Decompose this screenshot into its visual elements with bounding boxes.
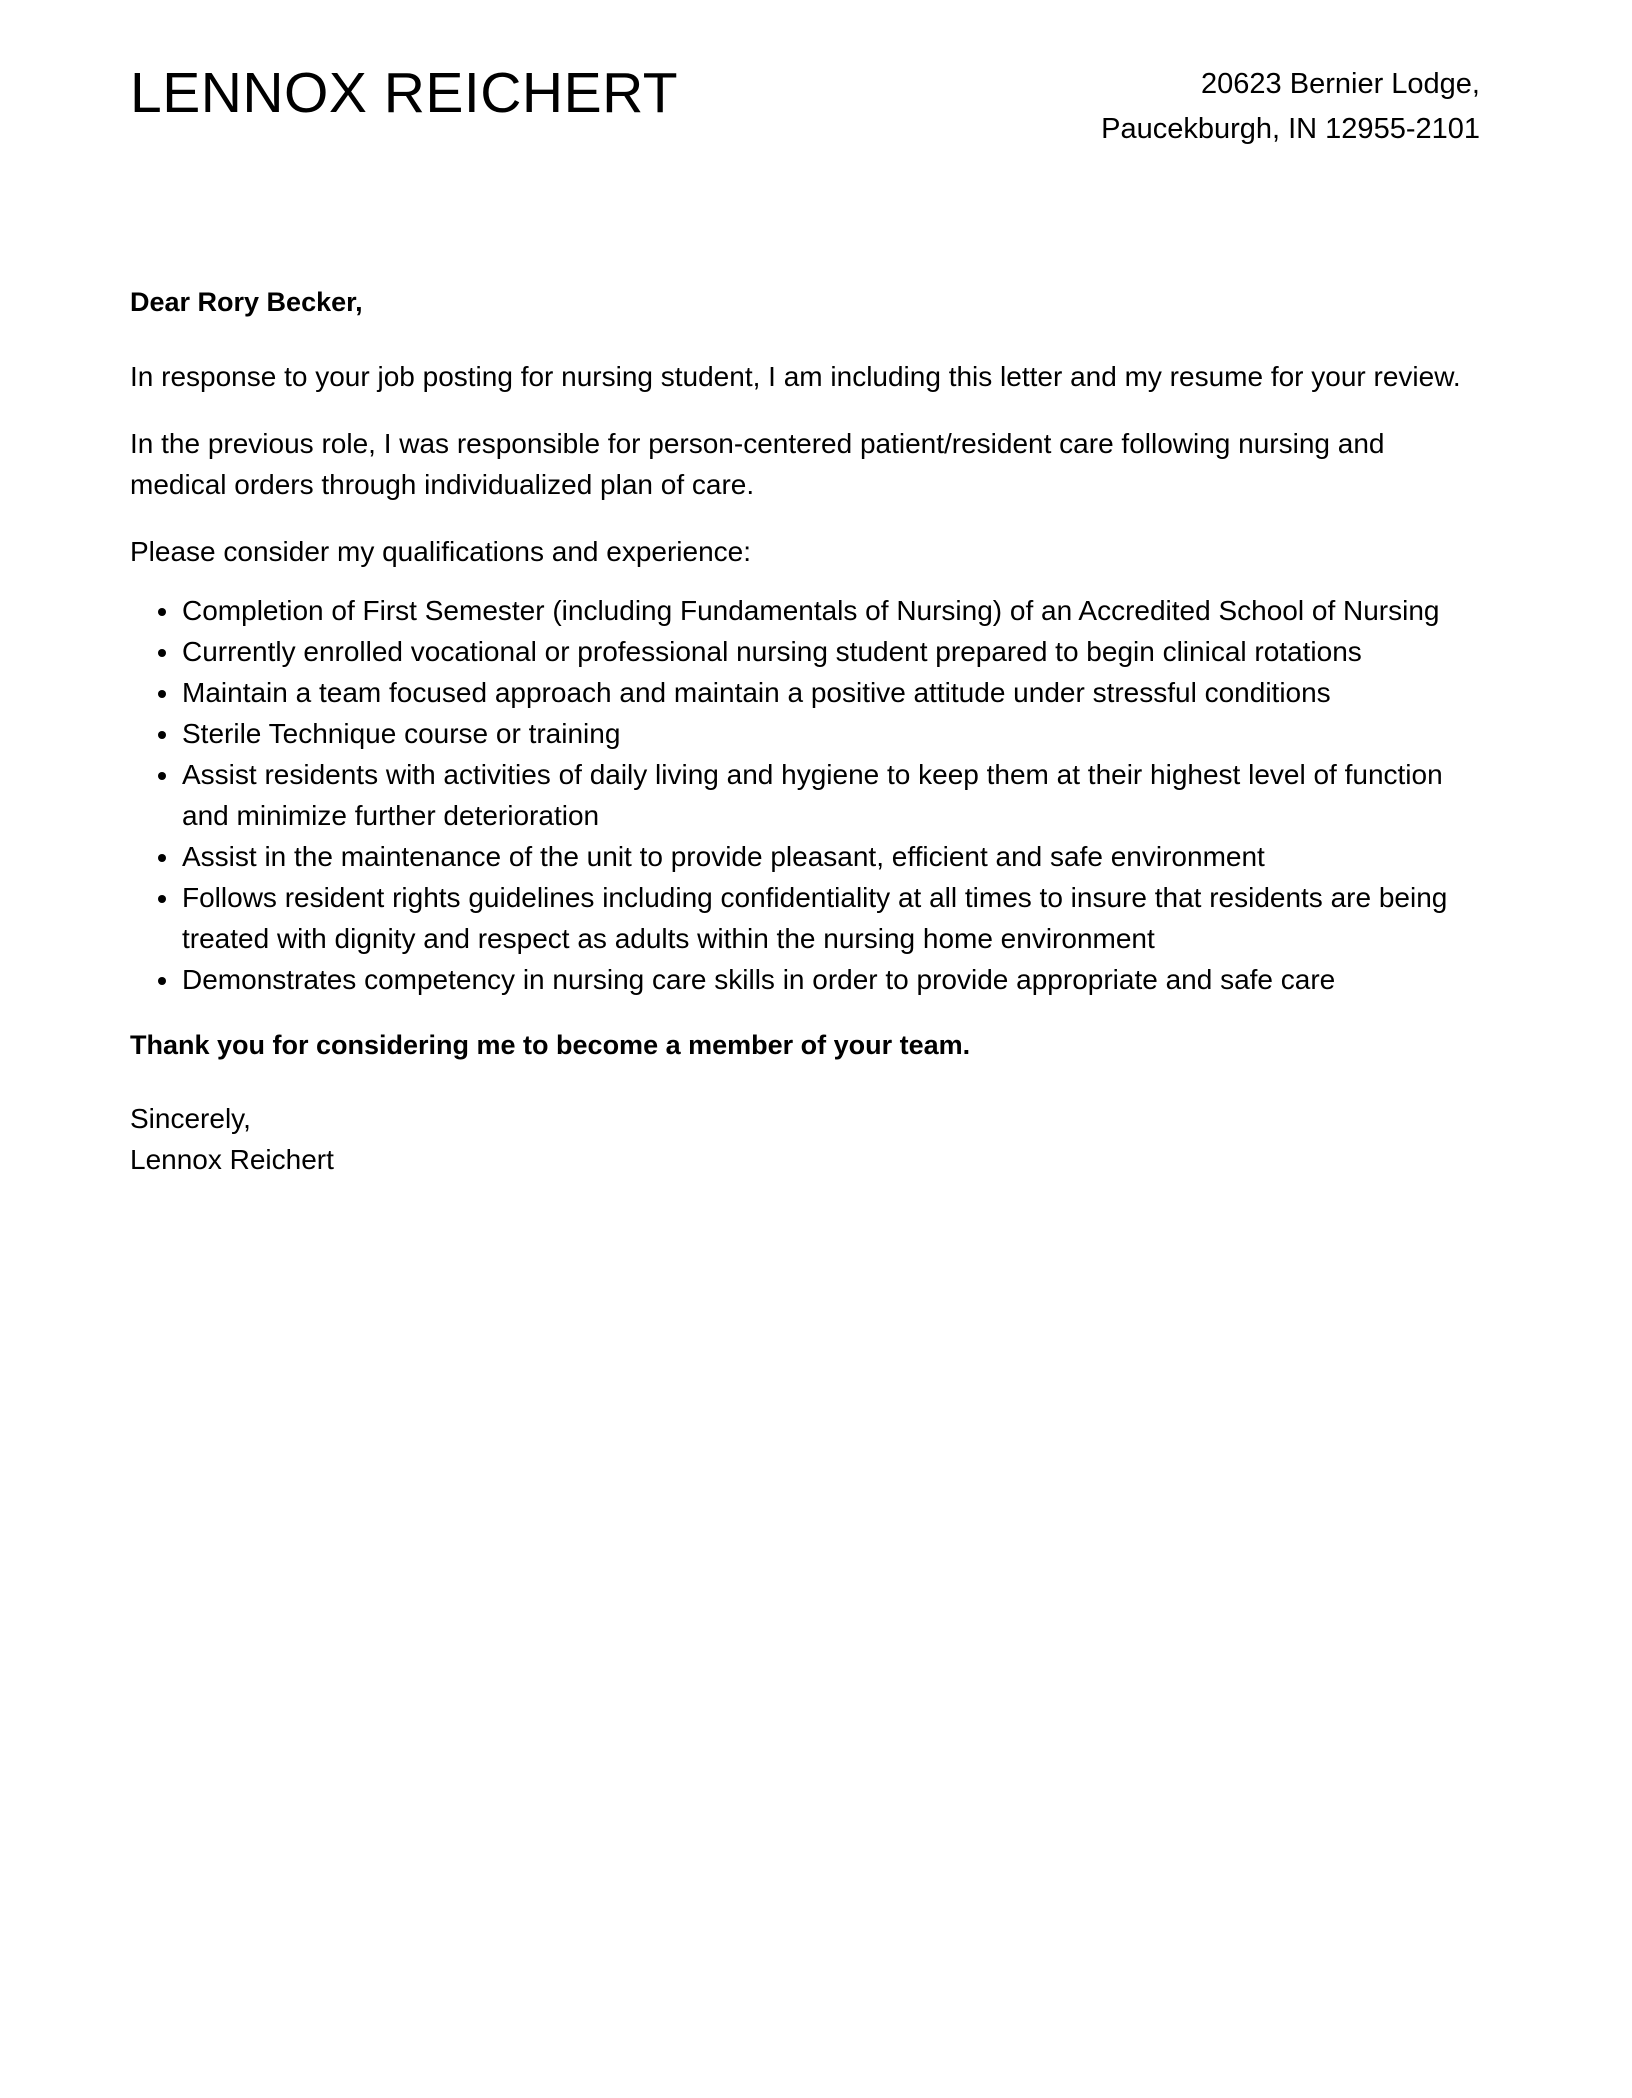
- address-line-2: Paucekburgh, IN 12955-2101: [1101, 113, 1480, 145]
- signature-block: [130, 1098, 1482, 1180]
- signature-name: Lennox Reichert: [130, 1144, 334, 1175]
- sender-address-block: [1101, 58, 1480, 152]
- body-paragraph-1: In response to your job posting for nursing student, I am including this letter and my resume for your review.: [130, 361, 1461, 392]
- salutation: Dear Rory Becker,: [130, 287, 363, 317]
- list-item: Demonstrates competency in nursing care skills in order to provide appropriate and safe care: [130, 959, 1482, 1000]
- sender-name: LENNOX REICHERT: [130, 61, 679, 125]
- list-item: Follows resident rights guidelines including confidentiality at all times to insure that residents are being treated with dignity and respect as adults within the nursing home environment: [130, 877, 1482, 959]
- address-line-1: 20623 Bernier Lodge,: [1201, 68, 1480, 100]
- list-item: Assist residents with activities of daily living and hygiene to keep them at their highest level of function and minimize further deterioration: [130, 754, 1482, 836]
- closing-statement: Thank you for considering me to become a member of your team.: [130, 1030, 971, 1060]
- list-item: Maintain a team focused approach and maintain a positive attitude under stressful conditions: [130, 672, 1482, 713]
- list-item: Currently enrolled vocational or professional nursing student prepared to begin clinical rotations: [130, 631, 1482, 672]
- list-item: Assist in the maintenance of the unit to provide pleasant, efficient and safe environment: [130, 836, 1482, 877]
- list-item: Completion of First Semester (including Fundamentals of Nursing) of an Accredited School of Nursing: [130, 590, 1482, 631]
- body-paragraph-2: In the previous role, I was responsible for person-centered patient/resident care following nursing and medical orders through individualized plan of care.: [130, 428, 1385, 500]
- qualifications-list: [130, 590, 1482, 1000]
- qualifications-intro: Please consider my qualifications and experience:: [130, 536, 752, 567]
- letter-header: [130, 58, 1480, 152]
- list-item: Sterile Technique course or training: [130, 713, 1482, 754]
- letter-body: [130, 285, 1482, 1180]
- signoff-line: Sincerely,: [130, 1103, 251, 1134]
